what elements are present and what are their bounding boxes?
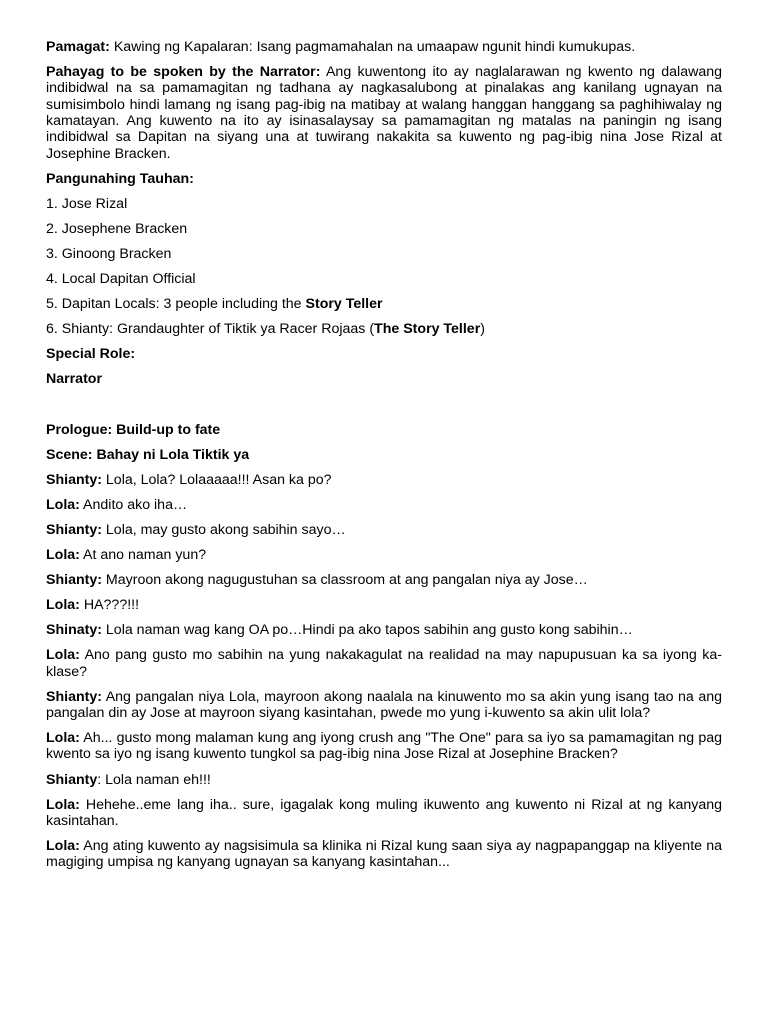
- character-item-text: 4. Local Dapitan Official: [46, 271, 196, 288]
- scene-heading-text: Scene: Bahay ni Lola Tiktik ya: [46, 446, 250, 463]
- dialogue-text: Lola, Lola? Lolaaaaa!!! Asan ka po?: [101, 471, 332, 488]
- dialogue-speaker: Shianty: [46, 771, 98, 788]
- scene-heading: [46, 447, 722, 463]
- dialogue-line: [46, 797, 722, 830]
- dialogue-line: [46, 689, 722, 722]
- characters-heading: [46, 171, 722, 187]
- special-role-heading-text: Special Role:: [46, 346, 136, 363]
- title-label: Pamagat:: [46, 39, 110, 55]
- characters-heading-text: Pangunahing Tauhan:: [46, 170, 194, 187]
- section-spacer: [46, 397, 722, 422]
- prologue-heading: [46, 422, 722, 438]
- special-role-value: [46, 371, 722, 387]
- narrator-statement-text: Ang kuwentong ito ay naglalarawan ng kwento ng dalawang indibidwal na sa pamamagitan ng tadhana ay nagkasalubong at pinalakas ang kanilang ugnayan na sumisimbolo hindi lamang ng isang pag-ibig na matibay at walang hanggan hanggang sa paghihiwalay ng kamatayan. Ang kuwento na ito ay isinasalaysay sa pamamagitan ng matalas na paningin ng isang indibidwal sa Dapitan na siyang una at tuwirang nakakita sa kuwento ng pag-ibig nina Jose Rizal at Josephine Bracken.: [46, 64, 723, 162]
- special-role-heading: [46, 346, 722, 362]
- dialogue-text: Ah... gusto mong malaman kung ang iyong crush ang "The One" para sa iyo sa pamamagitan ng pag kwento sa iyo ng isang kuwento tungkol sa pag-ibig nina Jose Rizal at Josephine Bracken?: [46, 730, 722, 763]
- dialogue-text: Ano pang gusto mo sabihin na yung nakakagulat na realidad na may napupusuan ka sa iyong ka-klase?: [46, 647, 722, 680]
- dialogue-text: Lola naman wag kang OA po…Hindi pa ako tapos sabihin ang gusto kong sabihin…: [101, 622, 633, 639]
- special-role-value-text: Narrator: [46, 371, 102, 388]
- narrator-statement-paragraph: [46, 64, 722, 162]
- dialogue-line: [46, 547, 722, 563]
- dialogue-line: [46, 622, 722, 638]
- dialogue-speaker: Lola:: [46, 647, 80, 664]
- dialogue-speaker: Lola:: [46, 730, 80, 747]
- dialogue-line: [46, 772, 722, 788]
- dialogue-text: Ang pangalan niya Lola, mayroon akong naalala na kinuwento mo sa akin yung isang tao na ang pangalan din ay Jose at mayroon siyang kasintahan, pwede mo yung i-kuwento sa akin ulit lola?: [46, 688, 722, 722]
- prologue-heading-text: Prologue: Build-up to fate: [46, 421, 221, 438]
- character-item-text: 1. Jose Rizal: [46, 195, 128, 212]
- narrator-statement-label: Pahayag to be spoken by the Narrator:: [46, 64, 321, 81]
- dialogue-text: At ano naman yun?: [79, 546, 207, 563]
- dialogue-line: [46, 597, 722, 613]
- dialogue-speaker: Shinaty:: [46, 622, 102, 639]
- dialogue-line: [46, 497, 722, 513]
- character-item-3: [46, 246, 722, 262]
- dialogue-line: [46, 472, 722, 488]
- dialogue-speaker: Lola:: [46, 796, 80, 813]
- character-item-4: [46, 271, 722, 287]
- dialogue-speaker: Lola:: [46, 546, 80, 563]
- dialogue-line: [46, 647, 722, 680]
- dialogue-speaker: Lola:: [46, 496, 80, 513]
- dialogue-speaker: Lola:: [46, 838, 80, 855]
- dialogue-line: [46, 838, 722, 871]
- dialogue-speaker: Shianty:: [46, 471, 102, 488]
- character-item-text: 6. Shianty: Grandaughter of Tiktik ya Racer Rojaas (: [46, 321, 375, 338]
- character-item-text: 2. Josephene Bracken: [46, 220, 188, 237]
- dialogue-line: [46, 730, 722, 763]
- character-item-bold: Story Teller: [305, 296, 383, 313]
- character-item-5: [46, 296, 722, 312]
- character-item-text: 5. Dapitan Locals: 3 people including the: [46, 296, 306, 313]
- dialogue-text: : Lola naman eh!!!: [97, 771, 211, 788]
- dialogue-speaker: Shianty:: [46, 688, 102, 705]
- dialogue-speaker: Shianty:: [46, 521, 102, 538]
- title-paragraph: [46, 39, 722, 55]
- dialogue-text: Mayroon akong nagugustuhan sa classroom at ang pangalan niya ay Jose…: [101, 572, 588, 589]
- character-item-1: [46, 196, 722, 212]
- character-item-after: ): [480, 321, 485, 338]
- dialogue-speaker: Lola:: [46, 597, 80, 614]
- character-item-2: [46, 221, 722, 237]
- dialogue-speaker: Shianty:: [46, 572, 102, 589]
- document-page: [46, 39, 722, 879]
- character-item-6: [46, 321, 722, 337]
- dialogue-line: [46, 572, 722, 588]
- dialogue-text: Lola, may gusto akong sabihin sayo…: [101, 521, 346, 538]
- character-item-bold: The Story Teller: [374, 321, 481, 338]
- dialogue-text: Ang ating kuwento ay nagsisimula sa klinika ni Rizal kung saan siya ay nagpapanggap na kliyente na magiging umpisa ng kanyang ugnayan sa kanyang kasintahan...: [46, 838, 722, 871]
- title-text: Kawing ng Kapalaran: Isang pagmamahalan na umaapaw ngunit hindi kumukupas.: [109, 39, 636, 55]
- dialogue-text: Hehehe..eme lang iha.. sure, igagalak kong muling ikuwento ang kuwento ni Rizal at ng kanyang kasintahan.: [46, 796, 722, 829]
- dialogue-text: HA???!!!: [79, 597, 140, 614]
- dialogue-text: Andito ako iha…: [79, 496, 188, 513]
- character-item-text: 3. Ginoong Bracken: [46, 245, 172, 262]
- dialogue-line: [46, 522, 722, 538]
